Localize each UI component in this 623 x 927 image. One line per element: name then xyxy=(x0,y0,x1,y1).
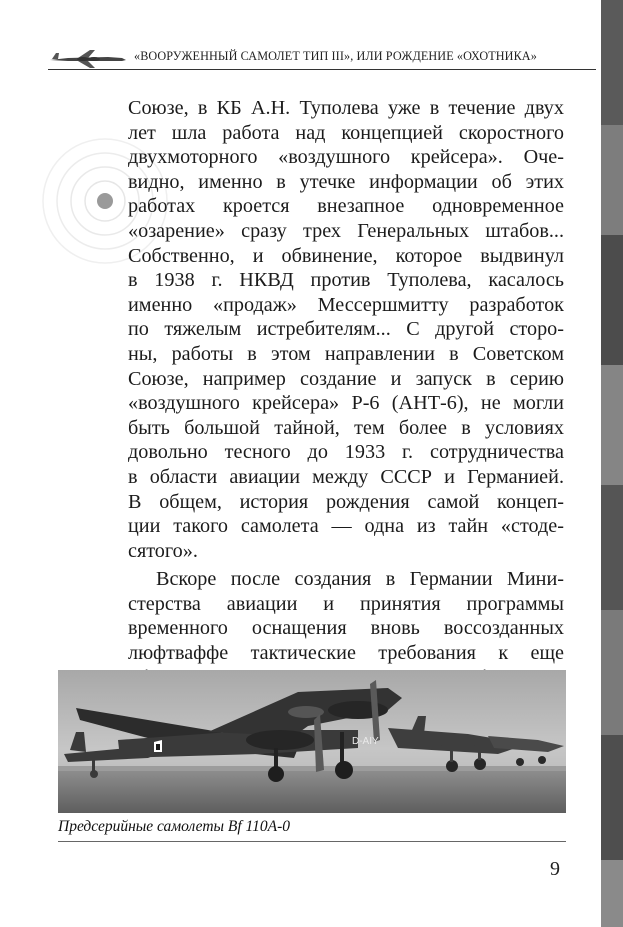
text-line: работах кроется внезапное одновременное xyxy=(128,195,564,218)
airplane-icon xyxy=(48,48,128,70)
text-line: «озарение» сразу трех Генеральных штабов... xyxy=(128,219,564,242)
footer-rule xyxy=(58,841,566,842)
text-line: Вскоре после создания в Германии Мини- xyxy=(156,568,564,591)
text-line: довольно тесного до 1933 г. сотрудничества xyxy=(128,441,564,464)
text-line: именно «продаж» Мессершмитту разработок xyxy=(128,293,564,316)
text-line: в 1938 г. НКВД против Туполева, касалось xyxy=(128,269,564,292)
text-line: лет шла работа над концепцией скоростного xyxy=(128,121,564,144)
text-line: люфтваффе тактические требования к еще xyxy=(128,642,564,665)
page-edge-strip xyxy=(601,0,623,927)
text-line: В общем, история рождения самой концеп- xyxy=(128,490,564,513)
running-header xyxy=(48,44,596,74)
text-line: стерства авиации и принятия программы xyxy=(128,592,564,615)
text-line: временного оснащения вновь воссозданных xyxy=(128,617,564,640)
text-line: видно, именно в утечке информации об этих xyxy=(128,170,564,193)
text-line: «воздушного крейсера» Р-6 (АНТ-6), не могли xyxy=(128,392,564,415)
text-line: Союзе, например создание и запуск в серию xyxy=(128,367,564,390)
text-line: в области авиации между СССР и Германией. xyxy=(128,465,564,488)
text-line: Собственно, и обвинение, которое выдвинул xyxy=(128,244,564,267)
text-line: быть большой тайной, тем более в условиях xyxy=(128,416,564,439)
aircraft-photo xyxy=(58,670,566,813)
page-number: 9 xyxy=(550,858,560,880)
text-line: ны, работы в этом направлении в Советском xyxy=(128,342,564,365)
aircraft-code: D-AIY xyxy=(352,736,379,747)
header-rule xyxy=(48,69,596,70)
text-line: Союзе, в КБ А.Н. Туполева уже в течение двух xyxy=(128,97,564,119)
paragraph-1 xyxy=(128,96,564,563)
photo-caption: Предсерийные самолеты Bf 110A-0 xyxy=(58,818,291,835)
text-line: по тяжелым истребителям... С другой сторо- xyxy=(128,318,564,341)
text-line: ции такого самолета — одна из тайн «стоде- xyxy=(128,515,564,538)
header-title: «ВООРУЖЕННЫЙ САМОЛЕТ ТИП III», ИЛИ РОЖДЕНИЕ «ОХОТНИКА» xyxy=(134,49,537,63)
aircraft-photo-drawing xyxy=(58,670,566,813)
text-line: сятого». xyxy=(128,539,198,562)
body-text xyxy=(128,96,564,715)
text-line: двухмоторного «воздушного крейсера». Оче- xyxy=(128,146,564,169)
